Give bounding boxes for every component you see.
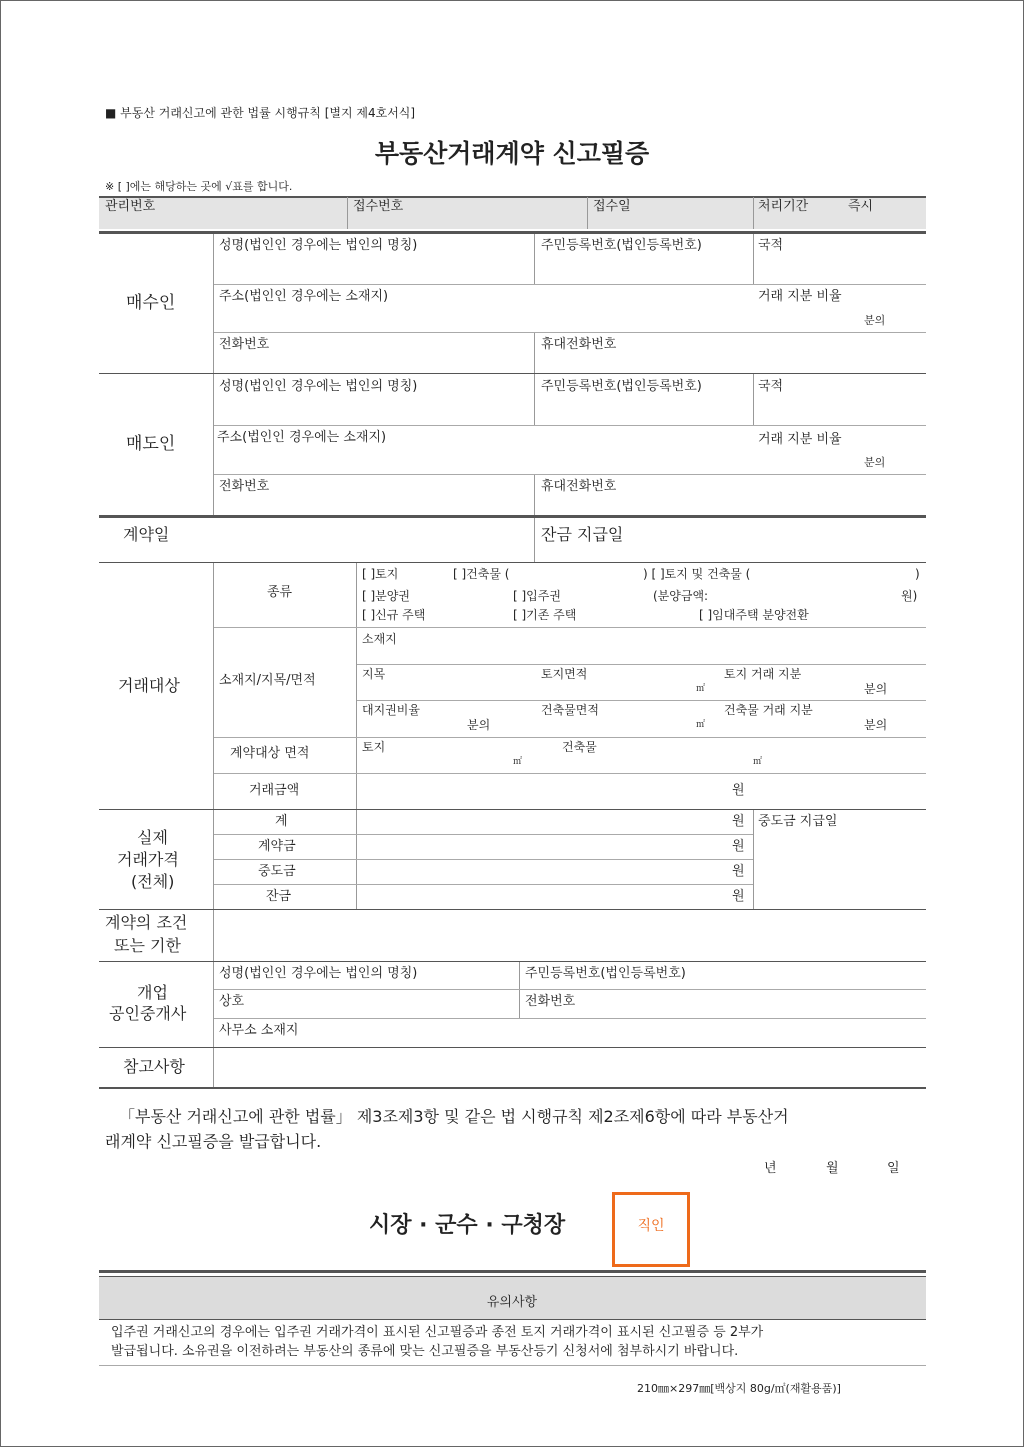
balance-date-field[interactable]: 잔금 지급일 <box>541 525 624 544</box>
land-share-unit: 분의 <box>864 682 888 696</box>
buyer-share-ratio-label: 거래 지분 비율 <box>758 289 842 304</box>
kind-label: 종류 <box>267 585 293 600</box>
land-area-unit: ㎡ <box>696 684 706 694</box>
notes-line2: 발급됩니다. 소유권을 이전하려는 부동산의 종류에 맞는 신고필증을 부동산등기 신청서에 첨부하시기 바랍니다. <box>111 1344 739 1359</box>
seller-share-ratio-label: 거래 지분 비율 <box>758 432 842 447</box>
price-deposit-unit: 원 <box>732 839 745 854</box>
issue-year: 년 <box>764 1161 777 1176</box>
price-interim-unit: 원 <box>732 864 745 879</box>
price-total-unit: 원 <box>732 814 745 829</box>
kind-close-paren: ) <box>915 567 920 581</box>
location-label: 소재지/지목/면적 <box>219 673 316 688</box>
presale-amount-label: (분양금액: <box>653 589 709 603</box>
buyer-id-field[interactable]: 주민등록번호(법인등록번호) <box>541 238 702 253</box>
kind-land-checkbox[interactable]: [ ]토지 <box>362 567 399 581</box>
location-field[interactable]: 소재지 <box>362 632 397 646</box>
buyer-share-unit: 분의 <box>864 314 886 327</box>
amount-unit: 원 <box>732 783 745 798</box>
broker-id-field[interactable]: 주민등록번호(법인등록번호) <box>525 966 686 981</box>
official-seal-label: 직인 <box>637 1218 665 1234</box>
mgmt-no-label: 관리번호 <box>105 199 156 214</box>
issuer-title: 시장 · 군수 · 구청장 <box>369 1213 566 1238</box>
statement-line1: 「부동산 거래신고에 관한 법률」 제3조제3항 및 같은 법 시행규칙 제2조제6항에 따라 부동산거 <box>119 1107 789 1126</box>
buyer-phone-field[interactable]: 전화번호 <box>219 337 270 352</box>
kind-rental-conversion-checkbox[interactable]: [ ]임대주택 분양전환 <box>699 608 809 622</box>
presale-amount-unit: 원) <box>901 589 918 603</box>
contract-date-field[interactable]: 계약일 <box>123 525 170 544</box>
broker-name-field[interactable]: 성명(법인인 경우에는 법인의 명칭) <box>219 966 418 981</box>
land-area-field[interactable]: 토지면적 <box>541 667 588 681</box>
official-seal-box <box>612 1192 690 1267</box>
buyer-section-label: 매수인 <box>126 293 176 313</box>
paper-spec: 210㎜×297㎜[백상지 80g/㎡(재활용품)] <box>637 1382 841 1395</box>
price-balance-unit: 원 <box>732 889 745 904</box>
receipt-date-label: 접수일 <box>593 199 631 214</box>
processing-period-label: 처리기간 <box>758 199 809 214</box>
target-section-label: 거래대상 <box>118 676 180 695</box>
price-section-l1: 실제 <box>137 828 168 847</box>
kind-building-checkbox[interactable]: [ ]건축물 ( <box>453 567 510 581</box>
buyer-mobile-field[interactable]: 휴대전화번호 <box>541 337 617 352</box>
price-section-l2: 거래가격 <box>117 850 179 869</box>
law-reference: ■ 부동산 거래신고에 관한 법률 시행규칙 [별지 제4호서식] <box>105 106 416 120</box>
seller-id-field[interactable]: 주민등록번호(법인등록번호) <box>541 379 702 394</box>
buyer-nationality-field[interactable]: 국적 <box>758 238 784 253</box>
contract-bldg-area-field[interactable]: 건축물 <box>562 740 597 754</box>
notes-line1: 입주권 거래신고의 경우에는 입주권 거래가격이 표시된 신고필증과 종전 토지 거래가격이 표시된 신고필증 등 2부가 <box>111 1325 764 1340</box>
price-interim-label: 중도금 <box>258 864 296 879</box>
notes-header: 유의사항 <box>486 1295 538 1310</box>
contract-land-area-unit: ㎡ <box>513 757 523 767</box>
kind-land-building-checkbox[interactable]: ) [ ]토지 및 건축물 ( <box>643 567 751 581</box>
bldg-area-field[interactable]: 건축물면적 <box>541 703 599 717</box>
kind-new-house-checkbox[interactable]: [ ]신규 주택 <box>362 608 426 622</box>
conditions-label-l2: 또는 기한 <box>114 936 181 955</box>
page-title: 부동산거래계약 신고필증 <box>374 139 650 168</box>
contract-area-label: 계약대상 면적 <box>230 746 310 761</box>
check-instruction: ※ [ ]에는 해당하는 곳에 √표를 합니다. <box>105 180 293 193</box>
rule <box>99 196 926 198</box>
seller-phone-field[interactable]: 전화번호 <box>219 479 270 494</box>
site-ratio-field[interactable]: 대지권비율 <box>362 703 420 717</box>
kind-existing-house-checkbox[interactable]: [ ]기존 주택 <box>513 608 577 622</box>
statement-line2: 래계약 신고필증을 발급합니다. <box>105 1132 322 1151</box>
broker-office-field[interactable]: 사무소 소재지 <box>219 1023 299 1038</box>
contract-bldg-area-unit: ㎡ <box>753 757 763 767</box>
site-ratio-unit: 분의 <box>467 718 491 732</box>
price-section-l3: (전체) <box>131 872 175 891</box>
price-balance-label: 잔금 <box>266 889 292 904</box>
land-category-field[interactable]: 지목 <box>362 667 386 681</box>
seller-mobile-field[interactable]: 휴대전화번호 <box>541 479 617 494</box>
price-total-label: 계 <box>275 814 288 829</box>
price-deposit-label: 계약금 <box>258 839 296 854</box>
bldg-area-unit: ㎡ <box>696 720 706 730</box>
land-share-field[interactable]: 토지 거래 지분 <box>724 667 802 681</box>
conditions-label-l1: 계약의 조건 <box>105 913 188 932</box>
amount-label: 거래금액 <box>249 783 300 798</box>
issue-month: 월 <box>826 1161 839 1176</box>
contract-land-area-field[interactable]: 토지 <box>362 740 386 754</box>
bldg-share-unit: 분의 <box>864 718 888 732</box>
interim-date-field[interactable]: 중도금 지급일 <box>758 814 838 829</box>
kind-occupancy-right-checkbox[interactable]: [ ]입주권 <box>513 589 561 603</box>
seller-share-unit: 분의 <box>864 456 886 469</box>
kind-presale-right-checkbox[interactable]: [ ]분양권 <box>362 589 410 603</box>
seller-address-field[interactable]: 주소(법인인 경우에는 소재지) <box>217 430 387 445</box>
bldg-share-field[interactable]: 건축물 거래 지분 <box>724 703 813 717</box>
broker-label-l2: 공인중개사 <box>109 1004 187 1023</box>
seller-nationality-field[interactable]: 국적 <box>758 379 784 394</box>
processing-period-value: 즉시 <box>848 199 874 214</box>
receipt-no-label: 접수번호 <box>353 199 404 214</box>
broker-phone-field[interactable]: 전화번호 <box>525 994 576 1009</box>
seller-name-field[interactable]: 성명(법인인 경우에는 법인의 명칭) <box>219 379 418 394</box>
issue-day: 일 <box>887 1161 900 1176</box>
remarks-label: 참고사항 <box>123 1057 185 1076</box>
broker-trade-name-field[interactable]: 상호 <box>219 994 245 1009</box>
buyer-name-field[interactable]: 성명(법인인 경우에는 법인의 명칭) <box>219 238 418 253</box>
broker-label-l1: 개업 <box>137 983 168 1002</box>
seller-section-label: 매도인 <box>126 434 176 454</box>
buyer-address-field[interactable]: 주소(법인인 경우에는 소재지) <box>219 289 389 304</box>
